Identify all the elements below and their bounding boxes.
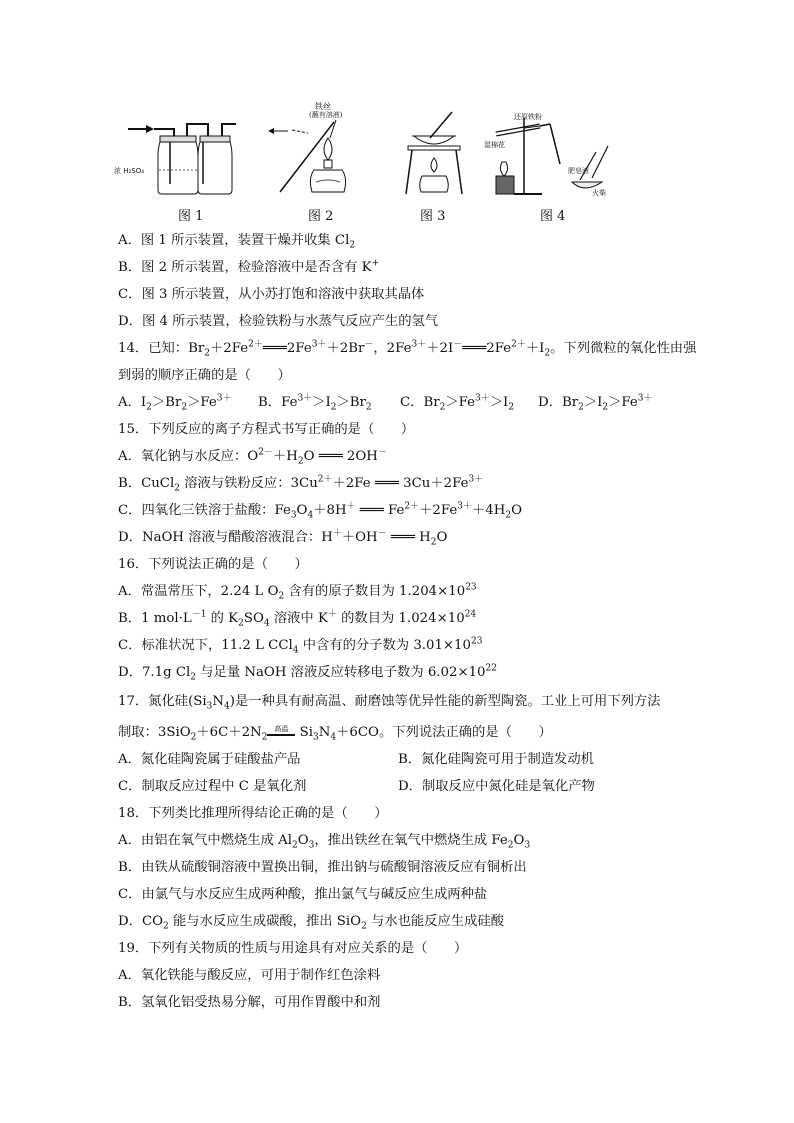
figure-2-caption: 图 2 (308, 209, 334, 224)
q15-option-d: D．NaOH 溶液与醋酸溶液混合：H＋＋OH－ ═══ $H_2O$ (118, 528, 448, 548)
reaction-condition: 高温 (267, 725, 295, 736)
q17-stem-line1: 17．氮化硅$(Si_3N_4)$是一种具有耐高温、耐磨蚀等优异性能的新型陶瓷。工业上可用下列方法 (118, 694, 661, 712)
q15-stem: 15．下列反应的离子方程式书写正确的是（ ） (118, 422, 415, 437)
q18-option-a: A．由铝在氧气中燃烧生成 $Al_2O_3$，推出铁丝在氧气中燃烧生成 $Fe_2O_3$ (118, 833, 531, 851)
q14-option-c: C．$Br_2>Fe^{3+}>I_2$ (400, 393, 515, 413)
q14-option-d: D．$Br_2>I_2>Fe^{3+}$ (538, 393, 653, 413)
q15-option-b: B．CuCl$_2$ 溶液与铁粉反应：$3Cu^{2+}+2Fe$ ═══ $3Cu+2Fe^{3+}$ (118, 474, 484, 494)
q18-option-d: D．$CO_2$ 能与水反应生成碳酸，推出 SiO$_2$ 与水也能反应生成硅酸 (118, 914, 504, 932)
wet-cotton-label: 湿棉花 (484, 141, 505, 149)
q18-option-b: B．由铁从硫酸铜溶液中置换出铜，推出钠与硫酸铜溶液反应有铜析出 (118, 860, 527, 875)
flame-test-drawing (266, 108, 376, 200)
figure-4-caption: 图 4 (540, 209, 566, 224)
q18-option-c: C．由氯气与水反应生成两种酸，推出氯气与碱反应生成两种盐 (118, 887, 488, 902)
q13-option-a: A．图 1 所示装置，装置干燥并收集 $Cl_2$ (118, 233, 356, 251)
q17-option-c: C．制取反应过程中 C 是氧化剂 (118, 779, 307, 794)
q16-stem: 16．下列说法正确的是（ ） (118, 557, 308, 572)
q17-stem-line2: 制取：$3SiO_2+6C+2N_2$ 高温 $Si_3N_4+6CO$。下列说法正确的是（ ） (118, 725, 552, 743)
sulfuric-acid-label: 浓 H₂SO₄ (114, 167, 145, 175)
soap-solution-label: 肥皂液 (568, 167, 589, 175)
q17-option-a: A．氮化硅陶瓷属于硅酸盐产品 (118, 752, 301, 767)
q15-option-a: A．氧化钠与水反应：$O^{2-}+H_2O$ ═══ 2OH－ (118, 447, 387, 467)
q16-option-b: B．1 $mol\cdot L^{-1}$ 的 $K_2SO_4$ 溶液中 K＋ 的数目为 $1.024\times 10^{24}$ (118, 609, 477, 629)
q19-stem: 19．下列有关物质的性质与用途具有对应关系的是（ ） (118, 941, 468, 956)
figure-4 (484, 108, 618, 224)
q16-option-c: C．标准状况下，11.2 L CCl$_4$ 中含有的分子数为 $3.01\times 10^{23}$ (118, 636, 483, 656)
q16-option-a: A．常温常压下，2.24 L $O_2$ 含有的原子数目为 $1.204\times 10^{23}$ (118, 582, 477, 602)
q17-option-b: B．氮化硅陶瓷可用于制造发动机 (398, 752, 594, 767)
q13-option-b: B．图 2 所示装置，检验溶液中是否含有 K+ (118, 258, 380, 275)
iron-powder-label: 还原铁粉 (514, 113, 542, 121)
q19-option-b: B．氢氧化铝受热易分解，可用作胃酸中和剂 (118, 995, 381, 1010)
q19-option-a: A．氧化铁能与酸反应，可用于制作红色涂料 (118, 968, 381, 983)
q17-option-d: D．制取反应中氮化硅是氧化产物 (398, 779, 595, 794)
match-label: 火柴 (592, 189, 606, 197)
figure-1-caption: 图 1 (178, 209, 204, 224)
iron-steam-reaction-drawing (484, 108, 618, 200)
gas-washing-bottles-drawing (112, 108, 240, 200)
apparatus-figures (112, 102, 632, 226)
q18-stem: 18．下列类比推理所得结论正确的是（ ） (118, 806, 388, 821)
iron-wire-label: 铁丝 (315, 102, 331, 111)
q14-stem-line1: 14．已知：$Br_2+2Fe^{2+}═══2Fe^{3+}+2Br^-$，$2Fe^{3+}+2I^-═══2Fe^{2+}+I_2$。下列微粒的氧化性由强 (118, 339, 697, 359)
figure-3-caption: 图 3 (420, 209, 446, 224)
q13-option-c: C．图 3 所示装置，从小苏打饱和溶液中获取其晶体 (118, 287, 425, 302)
q14-stem-line2: 到弱的顺序正确的是（ ） (118, 368, 291, 383)
dipped-solution-label: (蘸有溶液) (309, 111, 343, 119)
figure-1 (112, 108, 240, 224)
q16-option-d: D．7.1g $Cl_2$ 与足量 NaOH 溶液反应转移电子数为 $6.02\times 10^{22}$ (118, 663, 497, 683)
q14-option-b: B．$Fe^{3+}>I_2>Br_2$ (258, 393, 372, 413)
figure-3 (400, 108, 470, 224)
q13-option-d: D．图 4 所示装置，检验铁粉与水蒸气反应产生的氢气 (118, 314, 439, 329)
q15-option-c: C．四氧化三铁溶于盐酸：$Fe_3O_4+8H^+$ ═══ $Fe^{2+}+2Fe^{3+}+4H_2O$ (118, 501, 522, 521)
q14-option-a: A．$I_2>Br_2>Fe^{3+}$ (118, 393, 232, 413)
evaporation-drawing (400, 108, 470, 200)
figure-2 (266, 102, 376, 224)
